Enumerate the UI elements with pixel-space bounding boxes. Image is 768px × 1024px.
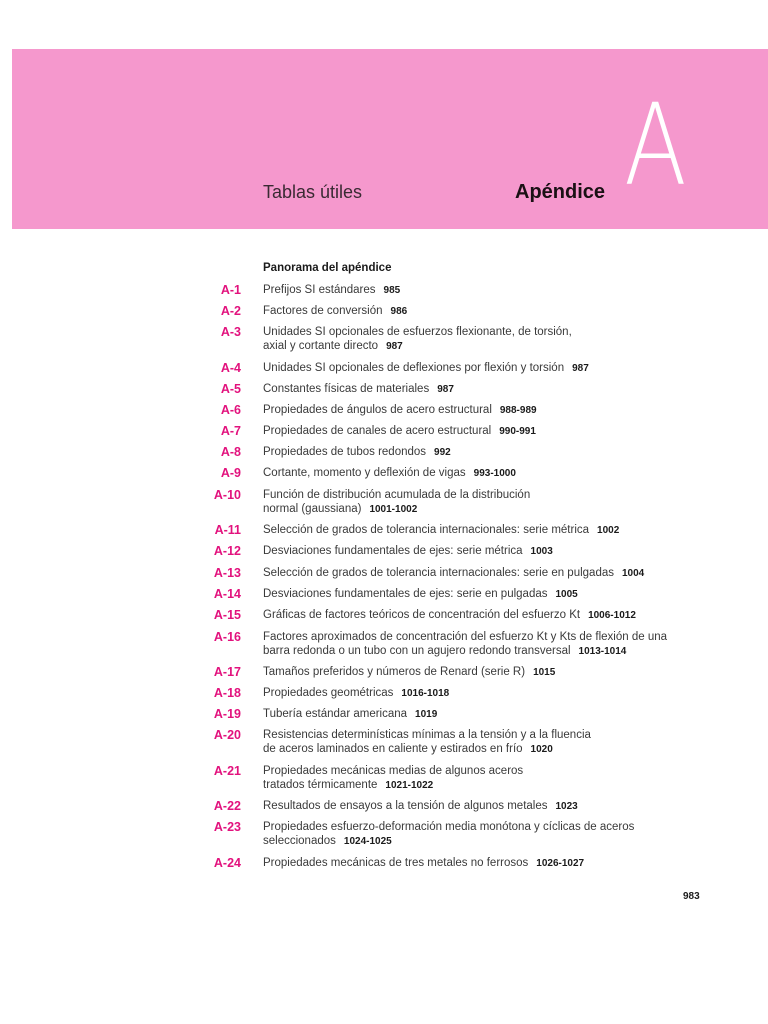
toc-entry-page: 1015: [533, 667, 556, 678]
toc-entry-number: A-21: [213, 764, 241, 778]
toc-entry-title: [263, 608, 683, 623]
toc-entry-number: A-11: [214, 523, 241, 537]
toc-entry-title: [263, 382, 683, 397]
toc-entry-title-line: Cortante, momento y deflexión de vigas: [263, 467, 466, 479]
chapter-subtitle: Tablas útiles: [263, 182, 363, 202]
toc-entry-page: 1006-1012: [588, 610, 636, 621]
toc-entry-title: [263, 665, 683, 680]
toc-entry-number: A-17: [213, 665, 241, 679]
toc-entry-title: [263, 566, 683, 581]
toc-entry-title: [263, 820, 683, 849]
toc-entry-page: 1026-1027: [536, 858, 585, 869]
toc-entry-title-line: Resultados de ensayos a la tensión de algunos metales: [263, 800, 548, 812]
toc-entry-title-line: Prefijos SI estándares: [263, 284, 376, 296]
toc-entry-title: [263, 304, 683, 319]
toc-entry-title: [263, 325, 683, 354]
toc-entry-title-line: normal (gaussiana): [263, 503, 362, 515]
toc-entry-number: A-9: [220, 466, 241, 480]
toc-entry-page: 1020: [530, 744, 553, 755]
toc-entry-title-line: Constantes físicas de materiales: [263, 383, 430, 395]
toc-entry-title: [263, 764, 683, 793]
toc-entry-number: A-18: [213, 686, 241, 700]
toc-heading: Panorama del apéndice: [263, 262, 392, 274]
toc-entry-title: [263, 728, 683, 757]
toc-entry-page: 1003: [530, 546, 553, 557]
toc-entry-title: [263, 523, 683, 538]
toc-entry-title: [263, 707, 683, 722]
toc-entry-title-line: seleccionados: [263, 835, 336, 847]
toc-entry-page: 987: [572, 363, 589, 374]
toc-entry-title-line: Propiedades mecánicas de tres metales no ferrosos: [263, 857, 529, 869]
toc-entry-title: [263, 630, 683, 659]
toc-entry-number: A-2: [220, 304, 241, 318]
toc-entry-title: [263, 283, 683, 298]
toc-entry-title-line: Unidades SI opcionales de esfuerzos flexionante, de torsión,: [263, 326, 572, 338]
toc-entry-title-line: Desviaciones fundamentales de ejes: serie métrica: [263, 545, 523, 557]
toc-entry-title-line: Unidades SI opcionales de deflexiones por flexión y torsión: [263, 362, 565, 374]
toc-entry-title: [263, 466, 683, 481]
toc-entry-page: 1001-1002: [369, 504, 418, 515]
toc-entry-page: 988-989: [499, 405, 537, 416]
toc-entry-title: [263, 587, 683, 602]
toc-entry-number: A-24: [213, 856, 241, 870]
toc-entry-title-line: Factores de conversión: [263, 305, 383, 317]
toc-entry-title-line: Desviaciones fundamentales de ejes: serie en pulgadas: [263, 588, 548, 600]
toc-entry-title-line: Tamaños preferidos y números de Renard (serie R): [263, 666, 526, 678]
toc-entry-title: [263, 799, 683, 814]
toc-entry-number: A-15: [213, 608, 241, 622]
appendix-label: Apéndice: [515, 181, 606, 203]
toc-entry-number: A-4: [220, 361, 241, 375]
toc-entry-title-line: Función de distribución acumulada de la distribución: [263, 489, 531, 501]
toc-entry-page: 1005: [555, 589, 578, 600]
toc-entry-title-line: Propiedades esfuerzo-deformación media monótona y cíclicas de aceros: [263, 821, 635, 833]
toc-entry-title: [263, 424, 683, 439]
toc-entry-title-line: Propiedades geométricas: [263, 687, 394, 699]
toc-entry-page: 987: [437, 384, 454, 395]
appendix-letter: A: [624, 81, 687, 211]
toc-entry-number: A-19: [213, 707, 241, 721]
toc-entry-title-line: Propiedades mecánicas medias de algunos aceros: [263, 765, 524, 777]
toc-entry-page: 1002: [597, 525, 620, 536]
toc-entry-page: 990-991: [499, 426, 536, 437]
toc-entry-title-line: de aceros laminados en caliente y estirados en frío: [263, 743, 523, 755]
toc-entry-number: A-14: [213, 587, 241, 601]
toc-entry-title: [263, 361, 683, 376]
toc-entry-page: 1004: [621, 568, 645, 579]
toc-entry-page: 1023: [555, 801, 578, 812]
toc-entry-number: A-13: [213, 566, 241, 580]
toc-entry-title: [263, 488, 683, 517]
toc-entry-title: [263, 856, 683, 871]
toc-entry-page: 1019: [415, 709, 438, 720]
toc-entry-title-line: Propiedades de canales de acero estructural: [263, 425, 492, 437]
toc-entry-title: [263, 544, 683, 559]
toc-entry-number: A-23: [213, 820, 241, 834]
toc-entry-number: A-22: [213, 799, 241, 813]
toc-entry-number: A-20: [213, 728, 241, 742]
toc-entry-page: 1013-1014: [578, 646, 627, 657]
toc-entry-number: A-1: [220, 283, 241, 297]
toc-entry-page: 992: [434, 447, 451, 458]
toc-entry-number: A-3: [220, 325, 241, 339]
toc-entry-number: A-12: [213, 544, 241, 558]
toc-entry-title-line: Resistencias determinísticas mínimas a la tensión y a la fluencia: [263, 729, 591, 741]
toc-entry-number: A-6: [220, 403, 241, 417]
toc-entry-number: A-7: [220, 424, 241, 438]
toc-entry-number: A-10: [213, 488, 241, 502]
toc-entry-number: A-5: [220, 382, 241, 396]
toc-entry-title-line: Propiedades de ángulos de acero estructural: [263, 404, 492, 416]
toc-entry-page: 986: [390, 306, 408, 317]
toc-entry-title-line: barra redonda o un tubo con un agujero redondo transversal: [263, 645, 571, 657]
page-number: 983: [683, 891, 700, 902]
toc-entry-number: A-8: [220, 445, 241, 459]
toc-entry-title-line: Selección de grados de tolerancia internacionales: serie en pulgadas: [263, 567, 614, 579]
toc-entry-title-line: Propiedades de tubos redondos: [263, 446, 427, 458]
toc-entry-page: 1024-1025: [343, 836, 392, 847]
toc-entry-title-line: Selección de grados de tolerancia internacionales: serie métrica: [263, 524, 590, 536]
toc-entry-title-line: tratados térmicamente: [263, 779, 378, 791]
toc-entry-title: [263, 403, 683, 418]
toc-entry-page: 985: [383, 285, 401, 296]
toc-entry-page: 1021-1022: [385, 780, 434, 791]
toc-entry-title: [263, 445, 683, 460]
toc-entry-title-line: Gráficas de factores teóricos de concentración del esfuerzo Kt: [263, 609, 581, 621]
toc-entry-title-line: Factores aproximados de concentración del esfuerzo Kt y Kts de flexión de una: [263, 631, 668, 643]
toc-entry-page: 987: [386, 341, 403, 352]
toc-entry-title: [263, 686, 683, 701]
toc-entry-title-line: Tubería estándar americana: [263, 708, 408, 720]
toc-entry-page: 1016-1018: [401, 688, 450, 699]
toc-entry-title-line: axial y cortante directo: [263, 340, 379, 352]
toc-entry-number: A-16: [213, 630, 241, 644]
toc-entry-page: 993-1000: [473, 468, 516, 479]
